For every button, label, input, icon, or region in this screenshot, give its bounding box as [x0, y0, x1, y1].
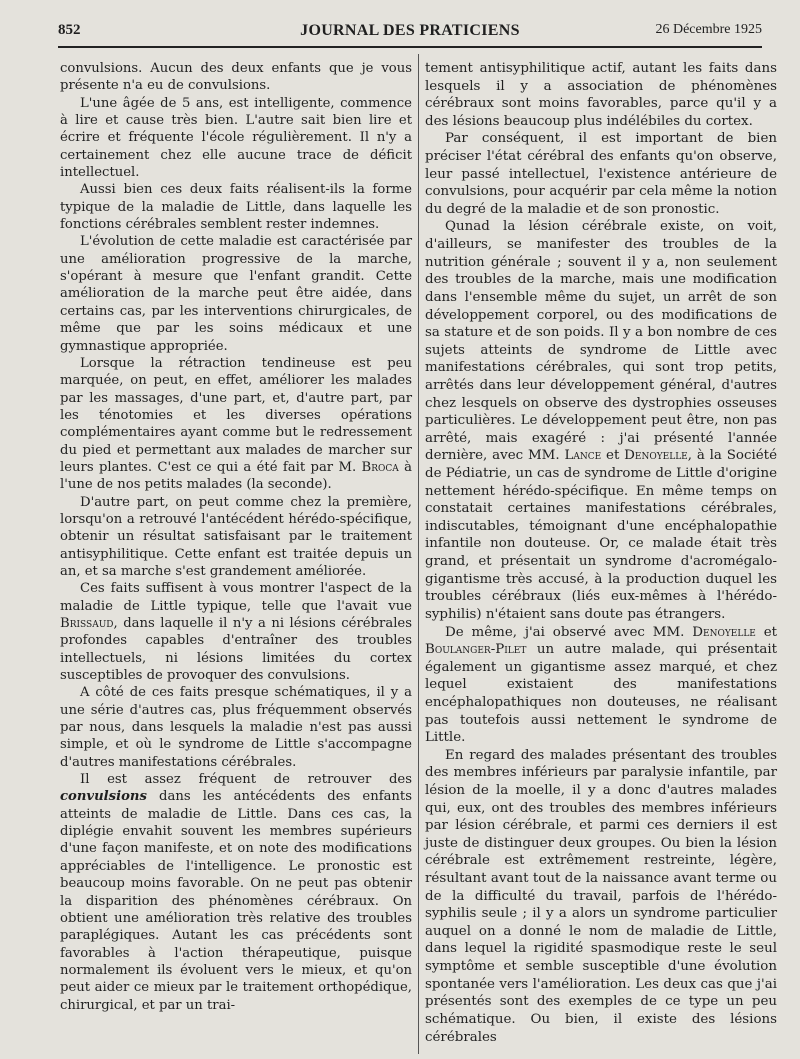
emphasis: convulsions — [60, 789, 147, 805]
paragraph: convulsions. Aucun des deux enfants que je vous présente n'a eu de convulsions. — [60, 61, 412, 94]
paragraph: L'une âgée de 5 ans, est intelligente, commence à lire et cause très bien. L'autre sait bien lire et écrire et fréquente l'école régulièrement. Il n'y a certainement chez elle aucune trace de déficit intellectuel. — [60, 95, 412, 181]
paragraph: tement antisyphilitique actif, autant les faits dans lesquels il y a association de phénomènes cérébraux sont moins favorables, parce qu'il y a des lésions beaucoup plus indélébiles du cortex. — [425, 61, 777, 129]
header-rule — [58, 46, 762, 48]
text: Lorsque la rétraction tendineuse est peu marquée, on peut, en effet, améliorer les malades par les massages, d'une part, et, d'autre part, par les ténotomies et les diverses opérations complémentaires ayant comme but le redressement du pied et permettant aux malades de marcher sur leurs plantes. C'est ce qui a été fait par M. — [60, 355, 412, 475]
text: un autre malade, qui présentait également un gigantisme assez marqué, et chez lequel existaient des manifestations encéphalopathiques non douteuses, ne réalisant pas toutefois aussi nettement le syndrome de Little. — [425, 642, 777, 746]
page-number: 852 — [58, 22, 81, 38]
text: , à la Société de Pédiatrie, un cas de syndrome de Little d'origine nettement hérédo-spécifique. En même temps on constatait certaines manifestations cérébrales, indiscutables, témoignant d'une encéphalopathie infantile non douteuse. Or, ce malade était très grand, et présentait un syndrome d'acromégalo-gigantisme très accusé, à la production duquel les troubles cérébraux (liés eux-mêmes à l'hérédo-syphilis) n'étaient sans doute pas étrangers. — [425, 448, 777, 622]
paragraph — [425, 218, 777, 623]
text: et — [755, 624, 778, 640]
text: Il est assez fréquent de retrouver des — [80, 772, 412, 788]
paragraph: A côté de ces faits presque schématiques, il y a une série d'autres cas, plus fréquemment observés par nous, dans lesquels la maladie n'est pas aussi simple, et où le syndrome de Little s'accompagne d'autres manifestations cérébrales. — [60, 685, 412, 770]
author-name: Denoyelle — [624, 448, 688, 464]
author-name: Denoyelle — [692, 624, 756, 640]
author-name: Lance — [564, 448, 602, 464]
issue-date: 26 Décembre 1925 — [655, 22, 762, 37]
text: dans les antécédents des enfants atteints de maladie de Little. Dans ces cas, la diplégie envahit souvent les membres supérieurs d'une façon manifeste, et on note des modifications appréciables de l'intelligence. Le pronostic est beaucoup moins favorable. On ne peut pas obtenir la disparition des phénomènes cérébraux. On obtient une amélioration très relative des troubles paraplégiques. Autant les cas précédents sont favorables à l'action thérapeutique, puisque normalement ils évoluent vers le mieux, et qu'on peut aider ce mieux par le traitement orthopédique, chirurgical, et par un trai- — [60, 789, 412, 1013]
paragraph: Aussi bien ces deux faits réalisent-ils la forme typique de la maladie de Little, dans laquelle les fonctions cérébrales semblent rester indemnes. — [60, 182, 412, 233]
author-name: Boulanger-Pilet — [425, 642, 527, 658]
page-header — [58, 22, 762, 44]
paragraph — [60, 771, 412, 1014]
text: Qunad la lésion cérébrale existe, on voit, d'ailleurs, se manifester des troubles de la nutrition générale ; souvent il y a, non seulement des troubles de la marche, mais une modification dans l'ensemble même du sujet, un arrêt de son développement corporel, ou des modifications de sa stature et de son poids. Il y a bon nombre de ces sujets atteints de syndrome de Little avec manifestations cérébrales, qui sont trop petits, arrêtés dans leur développement général, d'autres chez lesquels on observe des dystrophies osseuses particulières. Le développement peut être, non pas arrêté, mais exagéré : j'ai présenté l'année dernière, avec MM. — [425, 219, 777, 464]
column-divider — [418, 54, 419, 1054]
text: De même, j'ai observé avec MM. — [445, 624, 693, 640]
paragraph — [425, 624, 777, 747]
paragraph: L'évolution de cette maladie est caractérisée par une amélioration progressive de la marche, s'opérant à mesure que l'enfant grandit. Cette amélioration de la marche peut être aidée, dans certains cas, par les interventions chirurgicales, de même que par les soins médicaux et une gymnastique appropriée. — [60, 234, 412, 354]
paragraph — [60, 580, 412, 684]
right-column — [425, 60, 777, 1046]
paragraph: En regard des malades présentant des troubles des membres inférieurs par paralysie infantile, par lésion de la moelle, il y a donc d'autres malades qui, eux, ont des troubles des membres inférieurs par lésion cérébrale, et parmi ces derniers il est juste de distinguer deux groupes. Ou bien la lésion cérébrale est extrêmement restreinte, légère, résultant avant tout de la naissance avant terme ou de la difficulté du travail, parfois de l'hérédo-syphilis seule ; il y a alors un syndrome particulier auquel on a donné le nom de maladie de Little, dans lequel la rigidité spasmodique reste le seul symptôme et semble susceptible d'une évolution spontanée vers l'amélioration. Les deux cas que j'ai présentés sont des exemples de ce type un peu schématique. Ou bien, il existe des lésions cérébrales — [425, 747, 777, 1045]
text: à l'une de nos petits malades (la seconde). — [60, 459, 413, 493]
left-column — [60, 60, 412, 1014]
text: , dans laquelle il n'y a ni lésions cérébrales profondes capables d'entraîner des troubles intellectuels, ni lésions limitées du cortex susceptibles de provoquer des convulsions. — [60, 616, 412, 684]
author-name: Brissaud — [60, 616, 114, 631]
author-name: Broca — [361, 459, 399, 475]
journal-title: JOURNAL DES PRATICIENS — [300, 22, 520, 39]
text: Ces faits suffisent à vous montrer l'aspect de la maladie de Little typique, telle que l'avait vue — [60, 581, 412, 614]
paragraph: D'autre part, on peut comme chez la première, lorsqu'on a retrouvé l'antécédent hérédo-spécifique, obtenir un résultat satisfaisant par le traitement antisyphilitique. Cette enfant est traitée depuis un an, et sa marche s'est grandement améliorée. — [60, 494, 412, 579]
paragraph — [60, 355, 412, 494]
paragraph: Par conséquent, il est important de bien préciser l'état cérébral des enfants qu'on observe, leur passé intellectuel, l'existence antérieure de convulsions, pour acquérir par cela même la notion du degré de la maladie et de son pronostic. — [425, 131, 777, 217]
text: et — [601, 448, 625, 464]
